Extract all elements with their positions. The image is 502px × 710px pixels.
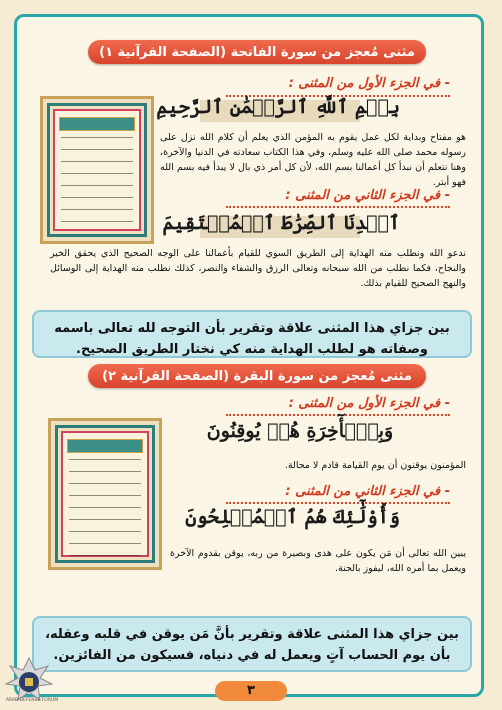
section1-title: مثنى مُعجز من سورة الفاتحة (الصفحة القرآنية ١) xyxy=(88,40,426,64)
section2-paragraph2: يبين الله تعالى أن مَن يكون على هدى وبصيرة من ربه، يوقن بقدوم الآخرة ويعمل بما أمره الله، ليفوز بالجنة. xyxy=(170,548,466,574)
section2-part1-dots xyxy=(226,414,450,416)
section2-part1-label: - في الجزء الأول من المثنى : xyxy=(288,396,450,411)
section1-paragraph1: هو مفتاح وبداية لكل عمل يقوم به المؤمن الذي يعلم أن كلام الله نزل على رسوله محمد صلى الله عليه وسلم، وفي هذا الكتاب سعادته في الدنيا والآخرة، وهنا نتعلم أن نبدأ كل أعمالنا بسم الله، لأن كل أمر ذي بال لا يبدأ فيه بسم الله فهو أبتر. xyxy=(160,132,466,188)
section2-title: مثنى مُعجز من سورة البقرة (الصفحة القرآنية ٢) xyxy=(88,364,426,388)
section1-verse2: ٱهۡدِنَا ٱلصِّرَٰطَ ٱلۡمُسۡتَقِيمَ xyxy=(162,212,400,234)
section1-callout: بين جزاي هذا المثنى علاقة وتقرير بأن التوجه لله تعالى باسمه وصفاته هو لطلب الهداية منه كي نختار الطريق الصحيح. xyxy=(32,310,472,358)
section2-verse2: وَأُوْلَٰٓئِكَ هُمُ ٱلۡمُفۡلِحُونَ xyxy=(185,506,400,528)
page-number: ٣ xyxy=(215,681,287,701)
section1-part2-label: - في الجزء الثاني من المثنى : xyxy=(285,188,450,203)
quran-page-image-1 xyxy=(40,96,154,244)
section1-verse1: بِسۡمِ ٱللَّهِ ٱلرَّحۡمَٰنِ ٱلرَّحِيمِ xyxy=(156,96,400,118)
section2-paragraph1: المؤمنون يوقنون أن يوم القيامة قادم لا محالة. xyxy=(284,460,466,471)
section1-part1-label: - في الجزء الأول من المثنى : xyxy=(288,76,450,91)
section1-paragraph2: ندعو الله ونطلب منه الهداية إلى الطريق السوي للقيام بأعمالنا على الوجه الصحيح الذي يحقق الخير والنجاح، فكما نطلب من الله سبحانه وتعالى الرزق والشفاء والنصر، كذلك نطلب منه الهداية إلى الوسائل والنهج الصحيح للقيام بذلك. xyxy=(50,248,466,289)
section2-part2-dots xyxy=(226,502,450,504)
section1-part2-dots xyxy=(226,206,450,208)
forum-logo-text: ARAB DEFENSE FORUM xyxy=(5,698,59,703)
section2-part2-label: - في الجزء الثاني من المثنى : xyxy=(285,484,450,499)
section2-verse1: وَبِٱلۡأٓخِرَةِ هُمۡ يُوقِنُونَ xyxy=(206,420,394,442)
quran-page-image-2 xyxy=(48,418,162,570)
section2-callout: بين جزاي هذا المثنى علاقة وتقرير بأنَّ مَن يوقن في قلبه وعقله، بأن يوم الحساب آتٍ ويعمل له في دنياه، فسيكون من الفائزين. xyxy=(32,616,472,672)
